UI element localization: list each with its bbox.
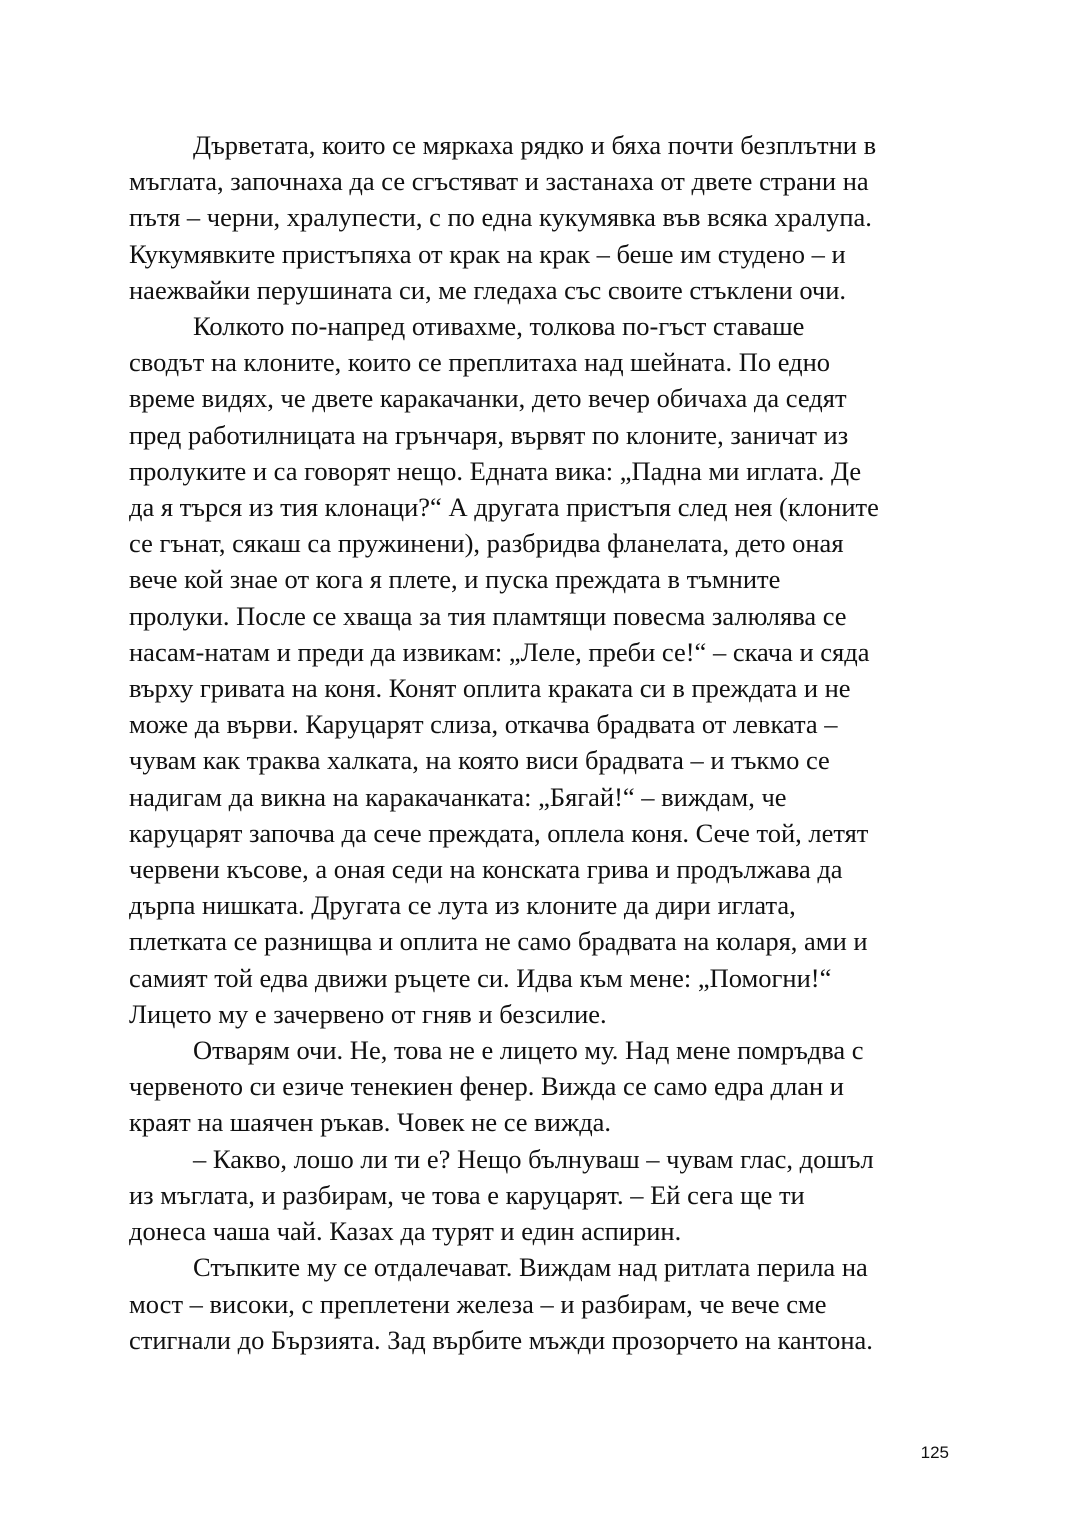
text-line: стигнали до Бързията. Зад върбите мъжди прозорчето на кантона. xyxy=(129,1324,873,1355)
text-line: Кукумявките пристъпяха от крак на крак – беше им студено – и xyxy=(129,238,846,269)
text-line: надигам да викна на каракачанката: „Бягай!“ – виждам, че xyxy=(129,781,787,812)
text-line: Дърветата, които се мяркаха рядко и бяха почти безплътни в xyxy=(193,130,877,160)
text-line: да я търся из тия клонаци?“ А другата пристъпя след нея (клоните xyxy=(129,492,879,523)
text-line: мост – високи, с преплетени железа – и разбирам, че вече сме xyxy=(129,1288,827,1319)
text-line: из мъглата, и разбирам, че това е каруцарят. – Ей сега ще ти xyxy=(129,1179,805,1210)
text-line: чувам как траква халката, на която виси брадвата – и тъкмо се xyxy=(129,745,830,776)
paragraph-2 xyxy=(129,308,951,1032)
text-line: каруцарят започва да сече преждата, оплела коня. Сече той, летят xyxy=(129,817,869,848)
text-line: Отварям очи. Не, това не е лицето му. Над мене помръдва с xyxy=(193,1035,864,1066)
paragraph-5 xyxy=(129,1249,951,1358)
text-line: пролуки. После се хваща за тия пламтящи повесма залюлява се xyxy=(129,600,847,631)
text-line: плетката се разнищва и оплита не само брадвата на коларя, ами и xyxy=(129,926,868,957)
text-line: самият той едва движи ръцете си. Идва към мене: „Помогни!“ xyxy=(129,962,832,993)
body-text xyxy=(129,127,951,1358)
page-number: 125 xyxy=(920,1443,949,1462)
text-line: донеса чаша чай. Казах да турят и един аспирин. xyxy=(129,1216,682,1247)
text-line: – Какво, лошо ли ти е? Нещо бълнуваш – чувам глас, дошъл xyxy=(193,1143,874,1174)
text-line: Стъпките му се отдалечават. Виждам над ритлата перила на xyxy=(193,1252,868,1283)
text-line: вече кой знае от кога я плете, и пуска преждата в тъмните xyxy=(129,564,781,595)
text-line: Лицето му е зачервено от гняв и безсилие. xyxy=(129,998,607,1029)
text-line: дърпа нишката. Другата се лута из клоните да дири иглата, xyxy=(129,890,796,921)
text-line: пред работилницата на грънчаря, вървят по клоните, заничат из xyxy=(129,419,849,450)
text-line: се гънат, сякаш са пружинени), разбридва фланелата, дето оная xyxy=(129,528,844,559)
paragraph-4 xyxy=(129,1141,951,1250)
text-line: мъглата, започнаха да се сгъстяват и застанаха от двете страни на xyxy=(129,166,869,197)
text-line: сводът на клоните, които се преплитаха над шейната. По едно xyxy=(129,347,831,378)
text-line: червени късове, а оная седи на конската грива и продължава да xyxy=(129,854,843,885)
text-line: може да върви. Каруцарят слиза, откачва брадвата от левката – xyxy=(129,709,838,740)
text-line: върху гривата на коня. Конят оплита краката си в преждата и не xyxy=(129,673,851,704)
paragraph-1 xyxy=(129,127,951,308)
text-line: пролуките и са говорят нещо. Едната вика: „Падна ми иглата. Де xyxy=(129,455,862,486)
text-line: червеното си езиче тенекиен фенер. Вижда се само едра длан и xyxy=(129,1071,844,1102)
text-line: наежвайки перушината си, ме гледаха със своите стъклени очи. xyxy=(129,274,847,305)
text-line: време видях, че двете каракачанки, дето вечер обичаха да седят xyxy=(129,383,847,414)
text-line: краят на шаячен ръкав. Човек не се вижда. xyxy=(129,1107,612,1138)
paragraph-3 xyxy=(129,1032,951,1141)
text-line: насам-натам и преди да извикам: „Леле, преби се!“ – скача и сяда xyxy=(129,636,870,667)
text-line: Колкото по-напред отивахме, толкова по-гъст ставаше xyxy=(193,311,805,342)
text-line: пътя – черни, хралупести, с по една кукумявка във всяка хралупа. xyxy=(129,202,872,233)
